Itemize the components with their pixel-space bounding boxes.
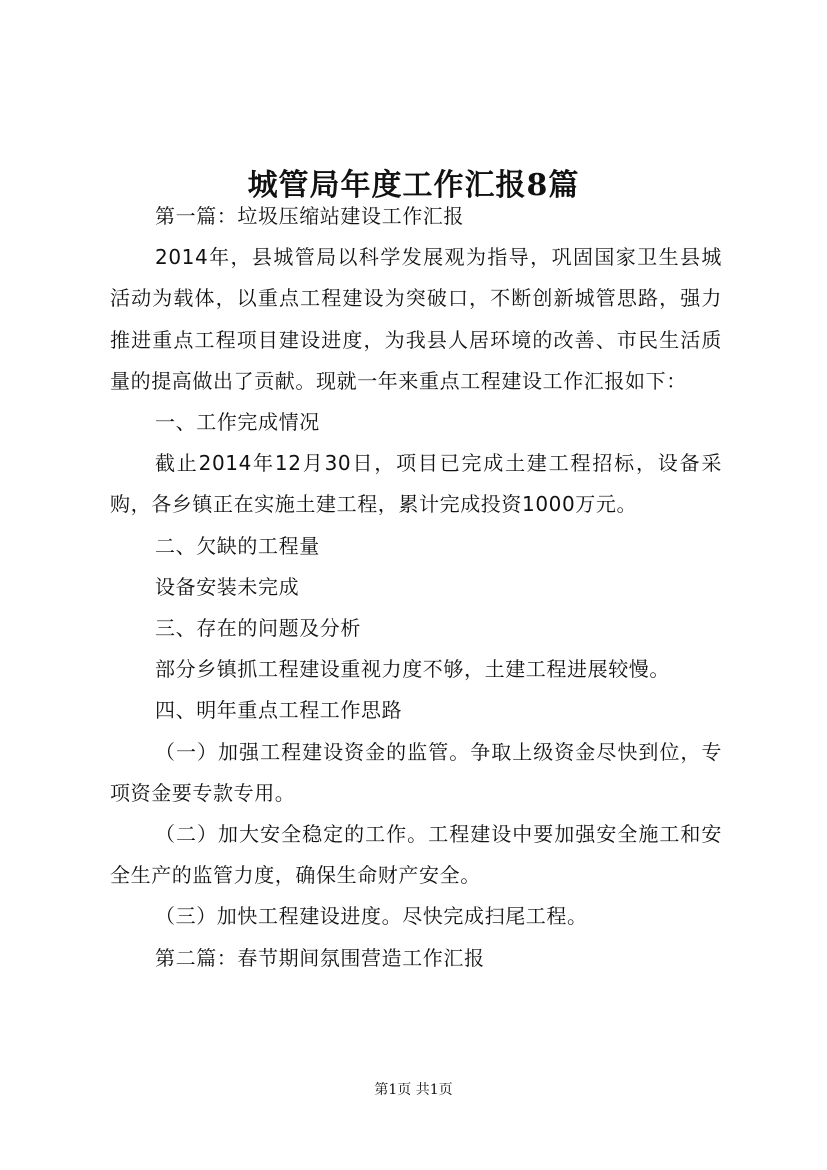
- paragraph-plan-3: （三）加快工程建设进度。尽快完成扫尾工程。: [155, 904, 588, 929]
- paragraph-plan-1: （一）加强工程建设资金的监管。争取上级资金尽快到位，专项资金要专款专用。: [110, 739, 722, 805]
- intro-paragraph: 2014年，县城管局以科学发展观为指导，巩固国家卫生县城活动为载体，以重点工程建设为突破口，不断创新城管思路，强力推进重点工程项目建设进度，为我县人居环境的改善、市民生活质量的提高做出了贡献。现就一年来重点工程建设工作汇报如下：: [110, 245, 722, 393]
- section-heading-part-2: 第二篇：春节期间氛围营造工作汇报: [155, 945, 485, 970]
- section-heading-2: 二、欠缺的工程量: [155, 533, 320, 558]
- paragraph-completion: 截止2014年12月30日，项目已完成土建工程招标，设备采购，各乡镇正在实施土建工程，累计完成投资1000万元。: [110, 451, 722, 517]
- section-heading-3: 三、存在的问题及分析: [155, 616, 361, 641]
- paragraph-problems: 部分乡镇抓工程建设重视力度不够，土建工程进展较慢。: [155, 657, 670, 682]
- document-body: [110, 196, 722, 979]
- section-heading-part-1: 第一篇：垃圾压缩站建设工作汇报: [155, 204, 464, 228]
- paragraph-plan-2: （二）加大安全稳定的工作。工程建设中要加强安全施工和安全生产的监管力度，确保生命财产安全。: [110, 822, 722, 888]
- paragraph-missing-work: 设备安装未完成: [155, 574, 300, 599]
- section-heading-1: 一、工作完成情况: [155, 410, 320, 435]
- section-heading-4: 四、明年重点工程工作思路: [155, 698, 403, 723]
- document-title: 城管局年度工作汇报8篇: [247, 168, 580, 204]
- page-footer: 第1页 共1页: [374, 1082, 453, 1098]
